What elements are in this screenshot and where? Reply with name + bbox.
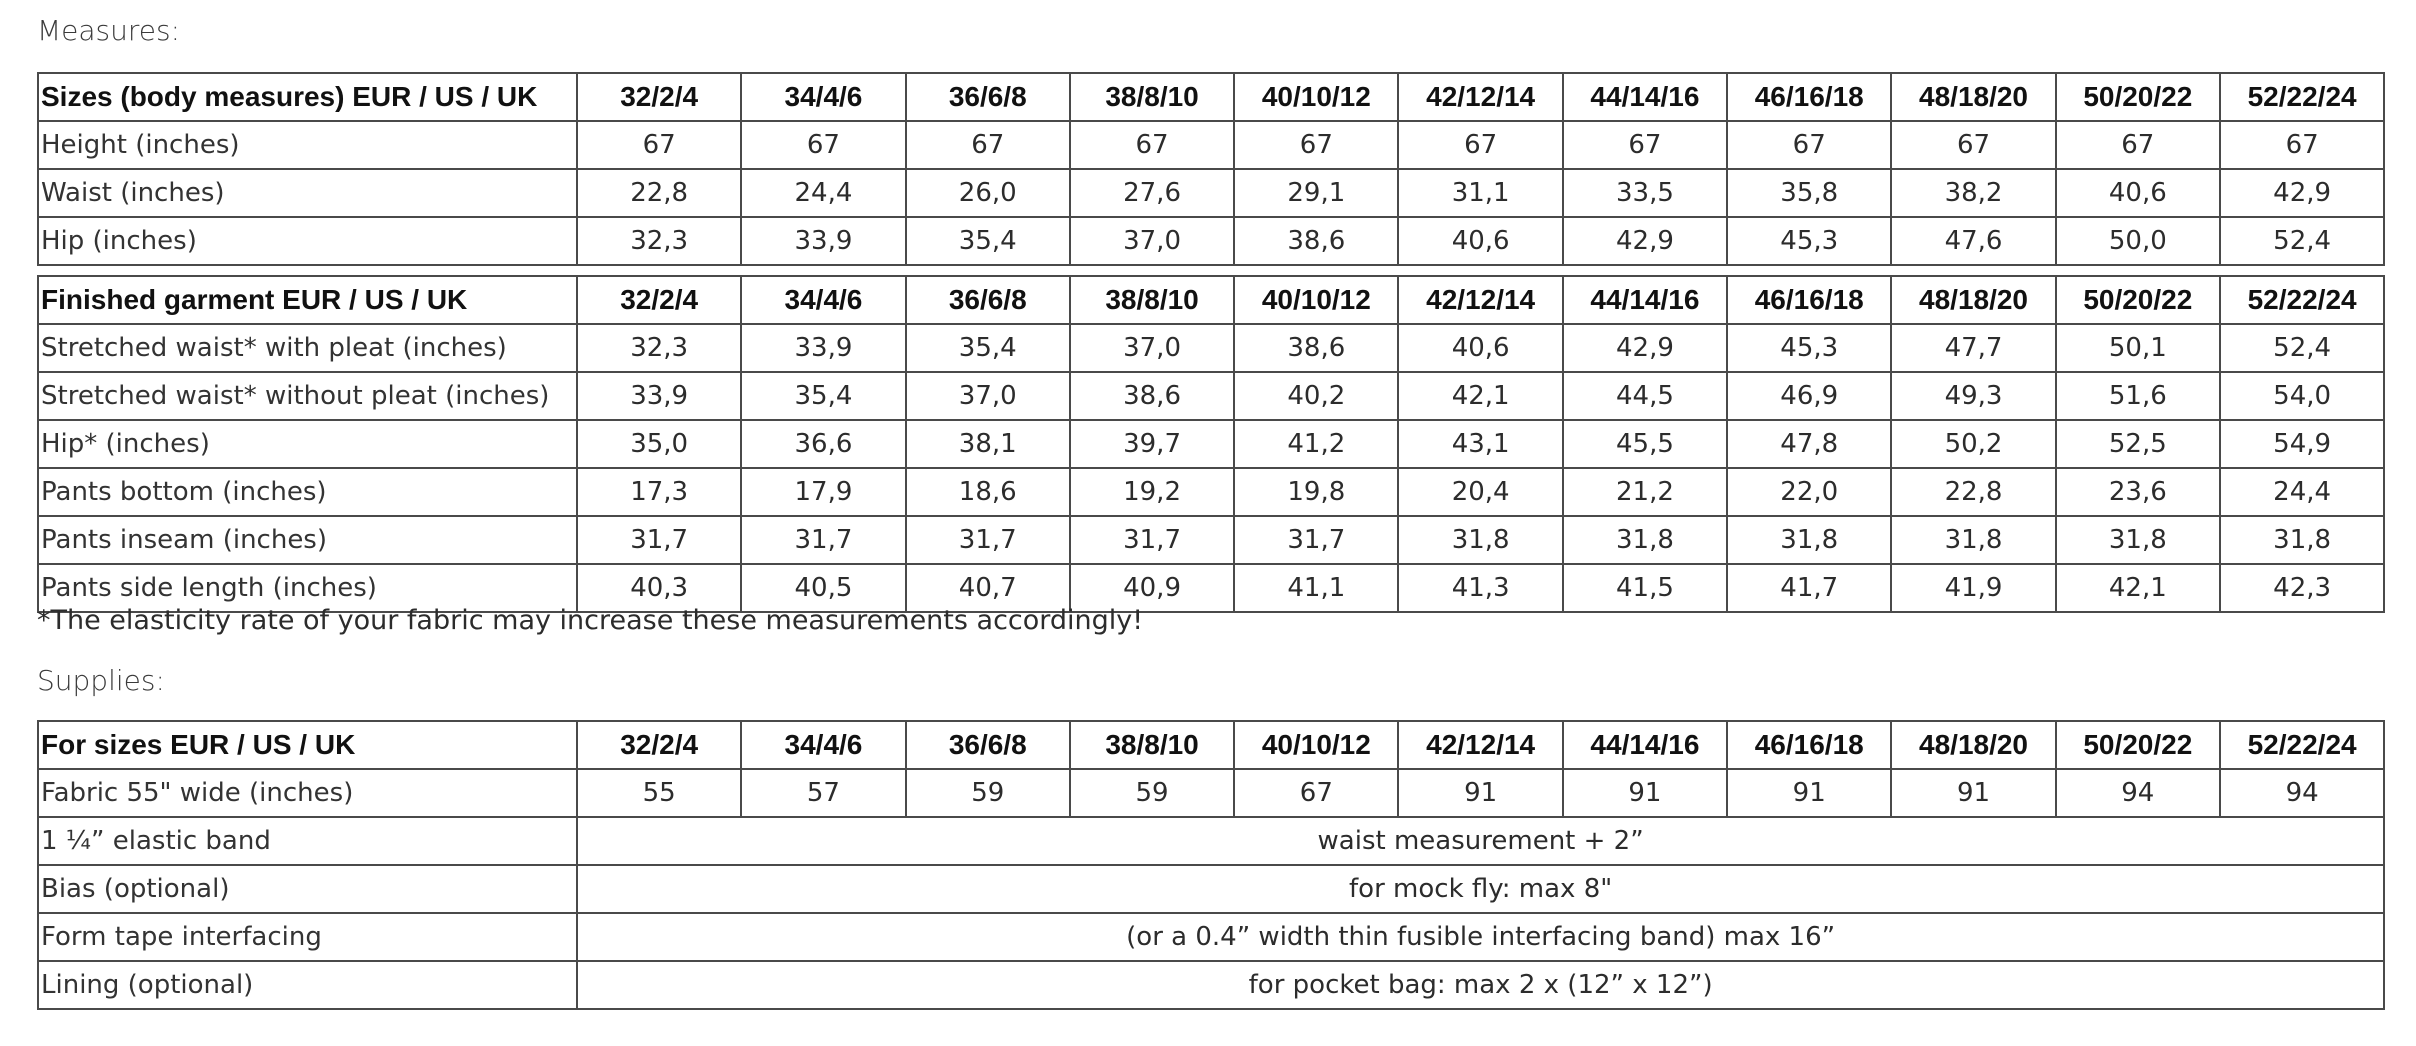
value-cell: 23,6 [2056,468,2220,516]
size-header-cell: 44/14/16 [1563,276,1727,324]
table-row [38,121,2384,169]
size-header-cell: 52/22/24 [2220,73,2384,121]
row-label-cell: Hip (inches) [38,217,577,265]
measures-title: Measures: [37,14,181,47]
value-cell: 33,5 [1563,169,1727,217]
size-header-cell: 42/12/14 [1398,721,1562,769]
value-cell: 50,1 [2056,324,2220,372]
row-label-cell: Height (inches) [38,121,577,169]
value-cell: 59 [1070,769,1234,817]
value-cell: 47,7 [1891,324,2055,372]
table-header-row [38,73,2384,121]
table-row [38,324,2384,372]
value-cell: 51,6 [2056,372,2220,420]
value-cell: 67 [1891,121,2055,169]
value-cell: 33,9 [741,217,905,265]
merged-value-cell: (or a 0.4” width thin fusible interfacing band) max 16” [577,913,2384,961]
size-header-cell: 32/2/4 [577,73,741,121]
value-cell: 35,4 [741,372,905,420]
size-header-cell: 38/8/10 [1070,73,1234,121]
size-header-cell: 48/18/20 [1891,276,2055,324]
value-cell: 40,6 [1398,217,1562,265]
size-header-cell: 46/16/18 [1727,276,1891,324]
value-cell: 39,7 [1070,420,1234,468]
value-cell: 33,9 [577,372,741,420]
value-cell: 32,3 [577,217,741,265]
value-cell: 21,2 [1563,468,1727,516]
value-cell: 20,4 [1398,468,1562,516]
value-cell: 45,3 [1727,217,1891,265]
value-cell: 41,9 [1891,564,2055,612]
value-cell: 31,7 [1070,516,1234,564]
value-cell: 67 [741,121,905,169]
value-cell: 31,7 [741,516,905,564]
size-header-cell: 38/8/10 [1070,276,1234,324]
size-header-cell: 46/16/18 [1727,721,1891,769]
row-label-cell: Pants bottom (inches) [38,468,577,516]
value-cell: 31,7 [1234,516,1398,564]
value-cell: 35,4 [906,324,1070,372]
value-cell: 44,5 [1563,372,1727,420]
table-row [38,961,2384,1009]
value-cell: 35,0 [577,420,741,468]
row-label-cell: Waist (inches) [38,169,577,217]
value-cell: 67 [1070,121,1234,169]
value-cell: 40,5 [741,564,905,612]
value-cell: 26,0 [906,169,1070,217]
size-header-cell: 32/2/4 [577,721,741,769]
value-cell: 40,6 [2056,169,2220,217]
value-cell: 43,1 [1398,420,1562,468]
body-measures-table [37,72,2385,266]
value-cell: 31,8 [1891,516,2055,564]
value-cell: 41,7 [1727,564,1891,612]
size-header-cell: 40/10/12 [1234,276,1398,324]
value-cell: 94 [2220,769,2384,817]
value-cell: 35,4 [906,217,1070,265]
value-cell: 59 [906,769,1070,817]
value-cell: 27,6 [1070,169,1234,217]
header-label-cell: For sizes EUR / US / UK [38,721,577,769]
value-cell: 91 [1727,769,1891,817]
value-cell: 42,1 [1398,372,1562,420]
size-header-cell: 48/18/20 [1891,73,2055,121]
value-cell: 91 [1398,769,1562,817]
value-cell: 41,2 [1234,420,1398,468]
row-label-cell: Pants inseam (inches) [38,516,577,564]
value-cell: 19,8 [1234,468,1398,516]
value-cell: 38,6 [1234,324,1398,372]
value-cell: 18,6 [906,468,1070,516]
size-header-cell: 48/18/20 [1891,721,2055,769]
finished-garment-table [37,275,2385,613]
value-cell: 41,3 [1398,564,1562,612]
value-cell: 24,4 [741,169,905,217]
value-cell: 31,8 [1398,516,1562,564]
size-header-cell: 50/20/22 [2056,73,2220,121]
table-row [38,169,2384,217]
value-cell: 67 [2220,121,2384,169]
value-cell: 31,8 [2220,516,2384,564]
value-cell: 36,6 [741,420,905,468]
table-row [38,865,2384,913]
value-cell: 33,9 [741,324,905,372]
table-row [38,913,2384,961]
row-label-cell: Bias (optional) [38,865,577,913]
size-header-cell: 44/14/16 [1563,73,1727,121]
value-cell: 55 [577,769,741,817]
value-cell: 91 [1563,769,1727,817]
value-cell: 32,3 [577,324,741,372]
value-cell: 91 [1891,769,2055,817]
value-cell: 67 [2056,121,2220,169]
value-cell: 40,6 [1398,324,1562,372]
value-cell: 67 [906,121,1070,169]
table-header-row [38,721,2384,769]
value-cell: 42,3 [2220,564,2384,612]
value-cell: 94 [2056,769,2220,817]
value-cell: 52,4 [2220,324,2384,372]
size-header-cell: 36/6/8 [906,276,1070,324]
size-header-cell: 50/20/22 [2056,721,2220,769]
value-cell: 54,0 [2220,372,2384,420]
value-cell: 57 [741,769,905,817]
size-header-cell: 34/4/6 [741,73,905,121]
value-cell: 67 [1234,769,1398,817]
merged-value-cell: for mock fly: max 8" [577,865,2384,913]
size-header-cell: 32/2/4 [577,276,741,324]
supplies-table [37,720,2385,1010]
value-cell: 41,5 [1563,564,1727,612]
value-cell: 22,8 [1891,468,2055,516]
size-header-cell: 42/12/14 [1398,73,1562,121]
size-header-cell: 34/4/6 [741,721,905,769]
value-cell: 38,1 [906,420,1070,468]
value-cell: 40,2 [1234,372,1398,420]
value-cell: 40,9 [1070,564,1234,612]
value-cell: 47,6 [1891,217,2055,265]
value-cell: 45,5 [1563,420,1727,468]
table-row [38,420,2384,468]
row-label-cell: Hip* (inches) [38,420,577,468]
row-label-cell: Lining (optional) [38,961,577,1009]
value-cell: 37,0 [1070,217,1234,265]
value-cell: 22,8 [577,169,741,217]
size-header-cell: 52/22/24 [2220,276,2384,324]
value-cell: 67 [577,121,741,169]
value-cell: 29,1 [1234,169,1398,217]
value-cell: 31,1 [1398,169,1562,217]
row-label-cell: Fabric 55" wide (inches) [38,769,577,817]
value-cell: 52,4 [2220,217,2384,265]
value-cell: 54,9 [2220,420,2384,468]
row-label-cell: Form tape interfacing [38,913,577,961]
value-cell: 31,8 [2056,516,2220,564]
size-header-cell: 52/22/24 [2220,721,2384,769]
value-cell: 50,2 [1891,420,2055,468]
value-cell: 52,5 [2056,420,2220,468]
value-cell: 46,9 [1727,372,1891,420]
value-cell: 67 [1727,121,1891,169]
size-header-cell: 34/4/6 [741,276,905,324]
merged-value-cell: waist measurement + 2” [577,817,2384,865]
header-label-cell: Sizes (body measures) EUR / US / UK [38,73,577,121]
size-header-cell: 36/6/8 [906,73,1070,121]
value-cell: 42,9 [1563,324,1727,372]
size-header-cell: 46/16/18 [1727,73,1891,121]
supplies-title: Supplies: [37,664,165,697]
value-cell: 31,7 [906,516,1070,564]
size-header-cell: 38/8/10 [1070,721,1234,769]
value-cell: 42,1 [2056,564,2220,612]
table-row [38,217,2384,265]
value-cell: 38,2 [1891,169,2055,217]
value-cell: 41,1 [1234,564,1398,612]
value-cell: 49,3 [1891,372,2055,420]
size-header-cell: 50/20/22 [2056,276,2220,324]
table-row [38,468,2384,516]
header-label-cell: Finished garment EUR / US / UK [38,276,577,324]
value-cell: 67 [1234,121,1398,169]
value-cell: 17,3 [577,468,741,516]
value-cell: 40,7 [906,564,1070,612]
value-cell: 40,3 [577,564,741,612]
size-header-cell: 44/14/16 [1563,721,1727,769]
value-cell: 38,6 [1070,372,1234,420]
value-cell: 47,8 [1727,420,1891,468]
value-cell: 50,0 [2056,217,2220,265]
table-header-row [38,276,2384,324]
value-cell: 45,3 [1727,324,1891,372]
merged-value-cell: for pocket bag: max 2 x (12” x 12”) [577,961,2384,1009]
value-cell: 31,8 [1727,516,1891,564]
value-cell: 38,6 [1234,217,1398,265]
value-cell: 17,9 [741,468,905,516]
value-cell: 42,9 [2220,169,2384,217]
value-cell: 37,0 [1070,324,1234,372]
row-label-cell: Stretched waist* without pleat (inches) [38,372,577,420]
table-row [38,372,2384,420]
value-cell: 31,7 [577,516,741,564]
value-cell: 37,0 [906,372,1070,420]
table-row [38,516,2384,564]
table-row [38,769,2384,817]
value-cell: 35,8 [1727,169,1891,217]
value-cell: 42,9 [1563,217,1727,265]
row-label-cell: Stretched waist* with pleat (inches) [38,324,577,372]
value-cell: 19,2 [1070,468,1234,516]
size-header-cell: 40/10/12 [1234,721,1398,769]
value-cell: 24,4 [2220,468,2384,516]
value-cell: 67 [1563,121,1727,169]
value-cell: 31,8 [1563,516,1727,564]
size-header-cell: 42/12/14 [1398,276,1562,324]
table-row [38,817,2384,865]
elasticity-footnote: *The elasticity rate of your fabric may increase these measurements accordingly! [37,605,1144,636]
value-cell: 67 [1398,121,1562,169]
value-cell: 22,0 [1727,468,1891,516]
row-label-cell: Pants side length (inches) [38,564,577,612]
size-header-cell: 40/10/12 [1234,73,1398,121]
row-label-cell: 1 ¼” elastic band [38,817,577,865]
size-header-cell: 36/6/8 [906,721,1070,769]
